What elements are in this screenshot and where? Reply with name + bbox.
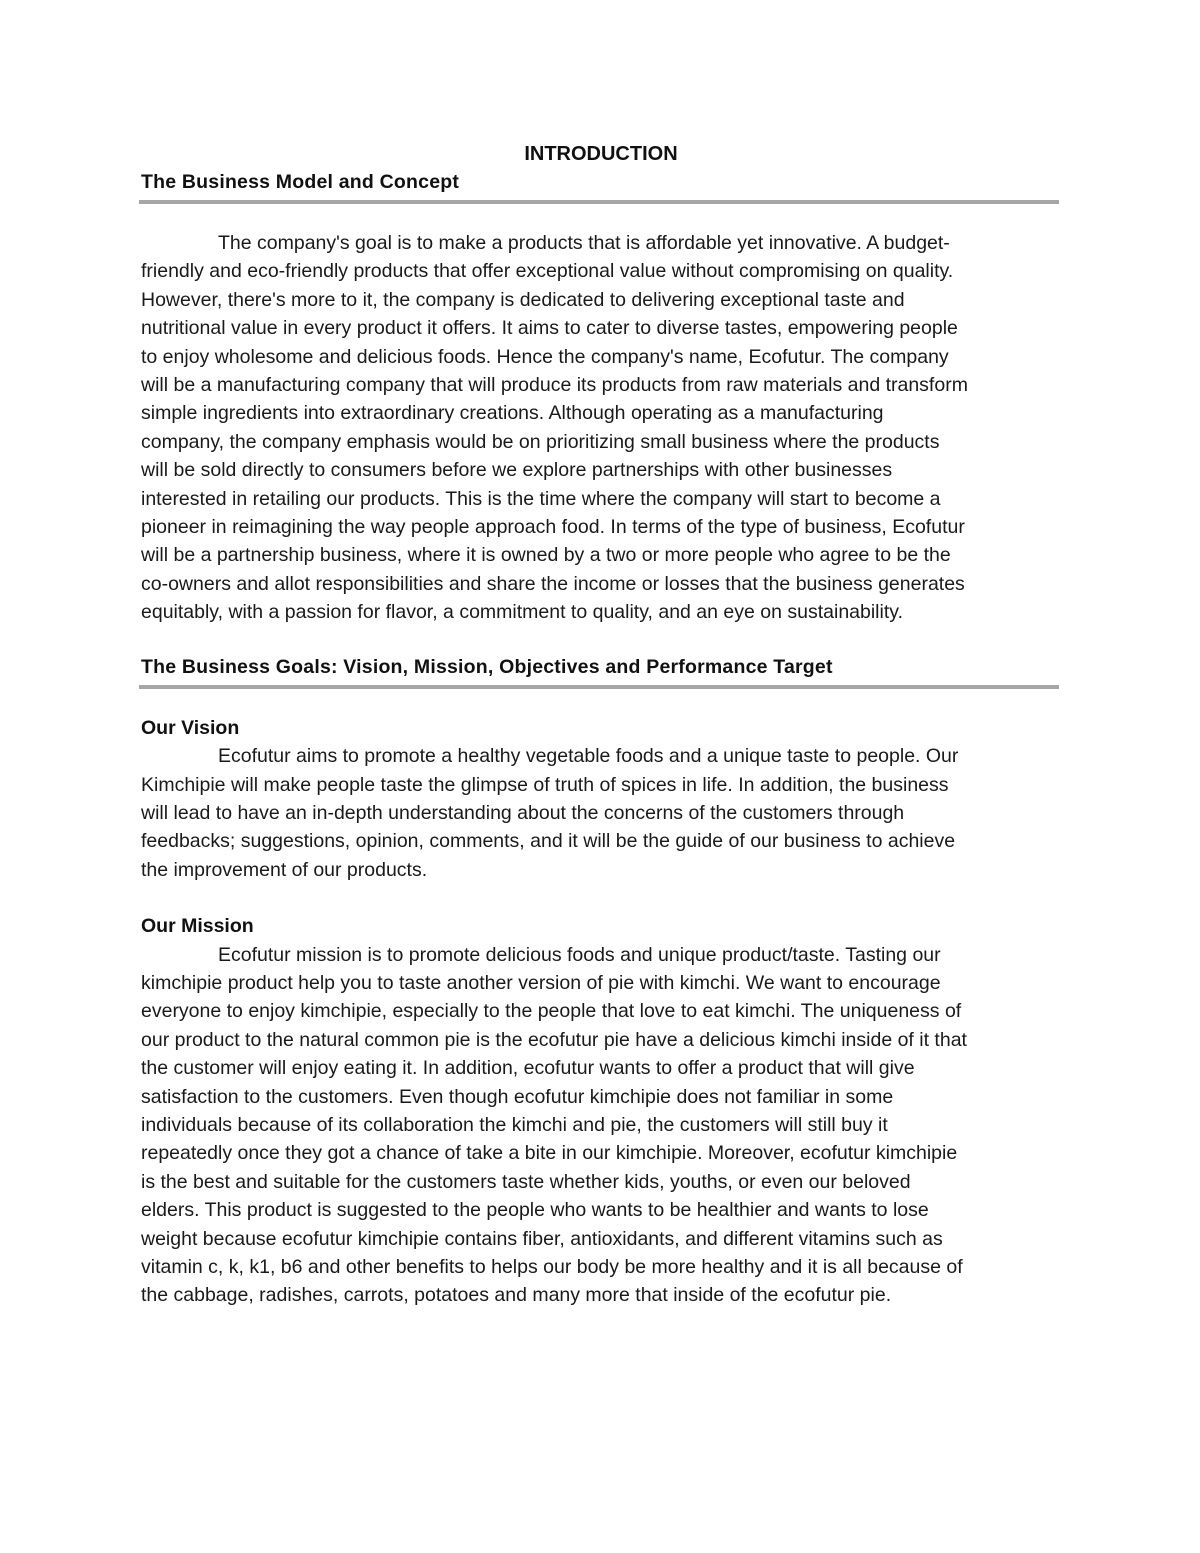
business-model-heading: The Business Model and Concept: [141, 171, 460, 193]
paragraph-line: the customer will enjoy eating it. In addition, ecofutur wants to offer a product that will give: [141, 1057, 915, 1080]
paragraph-line: will be sold directly to consumers before we explore partnerships with other businesses: [141, 459, 893, 482]
business-goals-heading: The Business Goals: Vision, Mission, Objectives and Performance Target: [141, 655, 833, 678]
paragraph-line: kimchipie product help you to taste another version of pie with kimchi. We want to encourage: [141, 971, 941, 994]
paragraph-line: elders. This product is suggested to the people who wants to be healthier and wants to lose: [141, 1199, 929, 1222]
paragraph-line: company, the company emphasis would be on prioritizing small business where the products: [141, 430, 940, 453]
section-divider: [139, 685, 1059, 689]
mission-heading: Our Mission: [141, 915, 254, 938]
paragraph-line: Kimchipie will make people taste the glimpse of truth of spices in life. In addition, the business: [141, 773, 949, 796]
paragraph-line: nutritional value in every product it offers. It aims to cater to diverse tastes, empowering people: [141, 317, 958, 340]
paragraph-line: will lead to have an in-depth understanding about the concerns of the customers through: [141, 801, 905, 824]
paragraph-line: the cabbage, radishes, carrots, potatoes and many more that inside of the ecofutur pie.: [141, 1284, 892, 1307]
vision-heading: Our Vision: [141, 716, 240, 739]
paragraph-line: will be a partnership business, where it is owned by a two or more people who agree to be the: [141, 544, 951, 567]
paragraph-line: repeatedly once they got a chance of take a bite in our kimchipie. Moreover, ecofutur kimchipie: [141, 1142, 958, 1165]
paragraph-line: feedbacks; suggestions, opinion, comments, and it will be the guide of our business to achieve: [141, 830, 956, 853]
business-model-paragraph: [141, 229, 1061, 627]
paragraph-line: individuals because of its collaboration the kimchi and pie, the customers will still buy it: [141, 1113, 888, 1136]
document-page: [141, 140, 1061, 1310]
paragraph-line: our product to the natural common pie is the ecofutur pie have a delicious kimchi inside of it that: [141, 1028, 967, 1051]
paragraph-line: Ecofutur mission is to promote delicious foods and unique product/taste. Tasting our: [218, 943, 941, 966]
section-divider: [139, 200, 1059, 204]
paragraph-line: is the best and suitable for the customers taste whether kids, youths, or even our beloved: [141, 1170, 911, 1193]
paragraph-line: interested in retailing our products. This is the time where the company will start to become a: [141, 487, 941, 510]
paragraph-line: co-owners and allot responsibilities and share the income or losses that the business generates: [141, 572, 965, 595]
paragraph-line: vitamin c, k, k1, b6 and other benefits to helps our body be more healthy and it is all because of: [141, 1256, 963, 1278]
paragraph-line: pioneer in reimagining the way people approach food. In terms of the type of business, Ecofutur: [141, 516, 965, 539]
paragraph-line: friendly and eco-friendly products that offer exceptional value without compromising on quality.: [141, 260, 954, 283]
mission-paragraph: [141, 941, 1061, 1310]
paragraph-line: weight because ecofutur kimchipie contains fiber, antioxidants, and different vitamins such as: [141, 1227, 943, 1250]
paragraph-line: to enjoy wholesome and delicious foods. Hence the company's name, Ecofutur. The company: [141, 345, 949, 368]
document-title: INTRODUCTION: [524, 143, 678, 165]
vision-paragraph: [141, 742, 1061, 884]
paragraph-line: Ecofutur aims to promote a healthy vegetable foods and a unique taste to people. Our: [218, 745, 959, 768]
paragraph-line: will be a manufacturing company that will produce its products from raw materials and transform: [141, 374, 968, 397]
paragraph-line: the improvement of our products.: [141, 858, 428, 881]
paragraph-line: However, there's more to it, the company is dedicated to delivering exceptional taste and: [141, 288, 905, 311]
paragraph-line: simple ingredients into extraordinary creations. Although operating as a manufacturing: [141, 402, 884, 425]
paragraph-line: everyone to enjoy kimchipie, especially to the people that love to eat kimchi. The uniqueness of: [141, 1000, 962, 1023]
paragraph-line: equitably, with a passion for flavor, a commitment to quality, and an eye on sustainability.: [141, 601, 903, 624]
paragraph-line: The company's goal is to make a products that is affordable yet innovative. A budget-: [218, 232, 950, 254]
paragraph-line: satisfaction to the customers. Even though ecofutur kimchipie does not familiar in some: [141, 1085, 894, 1108]
